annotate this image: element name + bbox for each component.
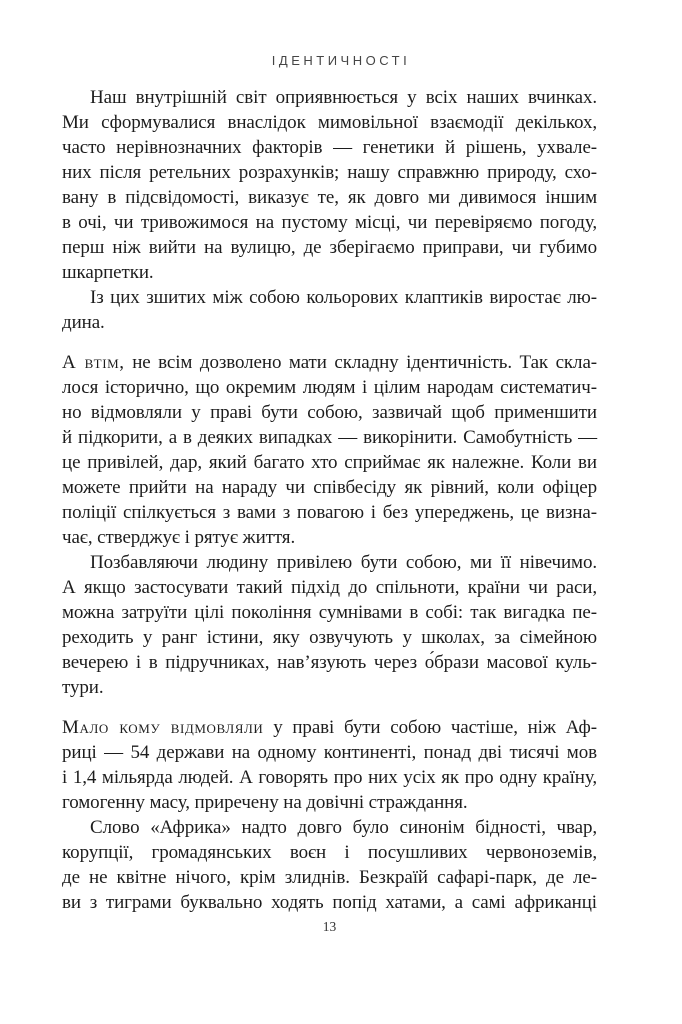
- text-line: Мало кому відмовляли у праві бути собою частіше, ніж Аф-: [62, 717, 597, 738]
- text-line: Слово «Африка» надто довго було синонім бідності, чвар,: [90, 817, 597, 838]
- text-line: Позбавляючи людину привілею бути собою, ми її нівечимо.: [90, 552, 597, 573]
- text-line: вечерею і в підручниках, нав’язують через о́брази масової куль-: [62, 652, 597, 673]
- section-break: [62, 335, 597, 350]
- text-line: но відмовляли у праві бути собою, зазвичай щоб применшити: [62, 402, 597, 423]
- text-line: шкарпетки.: [62, 262, 154, 283]
- text-line: поліції спілкується з вами з повагою і без упереджень, це визна-: [62, 502, 597, 523]
- section-break: [62, 700, 597, 715]
- text-line: А якщо застосувати такий підхід до спільноти, країни чи раси,: [62, 577, 597, 598]
- text-line: Наш внутрішній світ оприявнюється у всіх наших вчинках.: [90, 87, 597, 108]
- text-line: Ми сформувалися внаслідок мимовільної взаємодії декількох,: [62, 112, 597, 133]
- text-line: гомогенну масу, приречену на довічні страждання.: [62, 792, 468, 813]
- text-line: де не квітне нічого, крім злиднів. Безкраїй сафарі-парк, де ле-: [62, 867, 597, 888]
- small-caps-opener: Мало кому відмовляли: [62, 717, 264, 738]
- text-line: чає, стверджує і рятує життя.: [62, 527, 296, 548]
- text-line: тури.: [62, 677, 104, 698]
- text-line: можете прийти на нараду чи співбесіду як рівний, коли офіцер: [62, 477, 597, 498]
- text-line: це привілей, дар, який багато хто сприймає як належне. Коли ви: [62, 452, 597, 473]
- text-line: корупції, громадянських воєн і посушливих червоноземів,: [62, 842, 597, 863]
- page-number: 13: [322, 919, 337, 934]
- page-body: [62, 85, 597, 915]
- text-line: реходить у ранг істини, яку озвучують у школах, за сімейною: [62, 627, 597, 648]
- text-line: ви з тиграми буквально ходять попід хатами, а самі африканці: [62, 892, 597, 913]
- text-line: в очі, чи тривожимося на пустому місці, чи перевіряємо погоду,: [62, 212, 597, 233]
- text-line: вану в підсвідомості, виказує те, як довго ми дивимося іншим: [62, 187, 597, 208]
- text-line: можна затруїти цілі покоління сумнівами в собі: так вигадка пе-: [62, 602, 597, 623]
- text-line: них після ретельних розрахунків; нашу справжню природу, схо-: [62, 162, 597, 183]
- text-line: Із цих зшитих між собою кольорових клаптиків виростає лю-: [90, 287, 597, 308]
- text-line: перш ніж вийти на вулицю, де зберігаємо приправи, чи губимо: [62, 237, 597, 258]
- text-line: і 1,4 мільярда людей. А говорять про них усіх як про одну країну,: [62, 767, 597, 788]
- small-caps-opener: А втім,: [62, 352, 125, 373]
- text-line: лося історично, що окремим людям і цілим народам систематич-: [62, 377, 597, 398]
- text-line: часто нерівнозначних факторів — генетики й рішень, ухвале-: [62, 137, 597, 158]
- text-line: дина.: [62, 312, 105, 333]
- running-header: ІДЕНТИЧНОСТІ: [271, 53, 411, 68]
- text-line: А втім, не всім дозволено мати складну ідентичність. Так скла-: [62, 352, 598, 373]
- text-line: риці — 54 держави на одному континенті, понад дві тисячі мов: [62, 742, 597, 763]
- text-line: й підкорити, а в деяких випадках — викорінити. Самобутність —: [62, 427, 597, 448]
